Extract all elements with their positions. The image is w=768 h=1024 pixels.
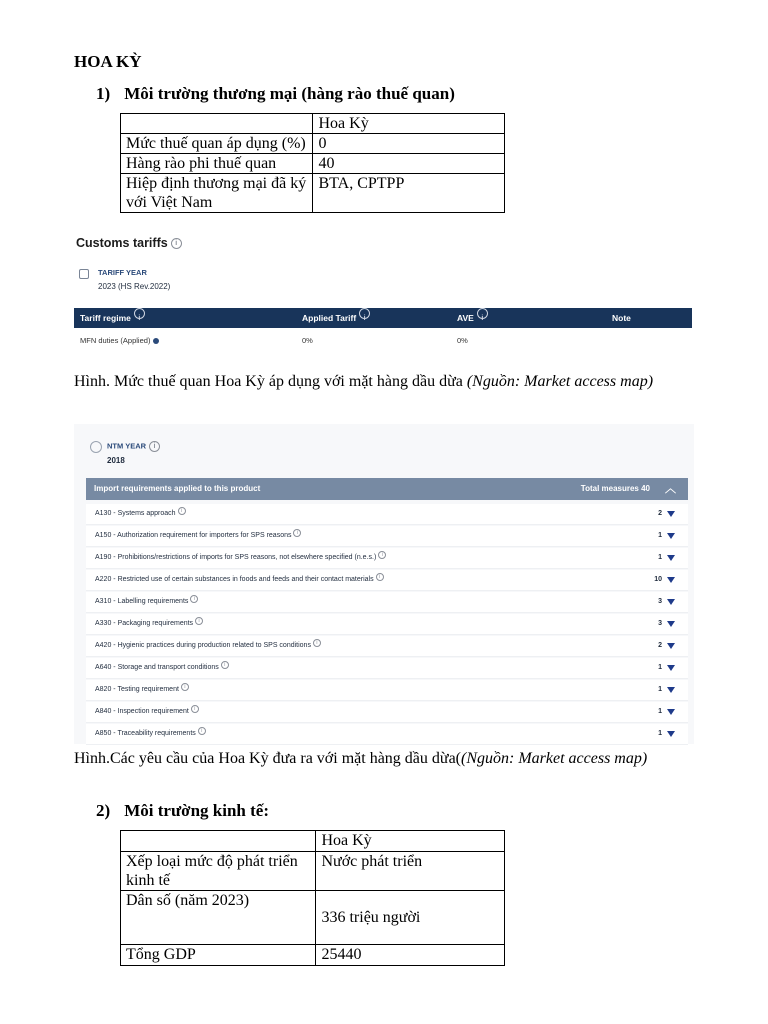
info-icon[interactable]: i	[376, 573, 384, 581]
trade-table-header-cell	[121, 114, 313, 134]
applied-tariff-cell: 0%	[302, 336, 313, 345]
caret-down-icon[interactable]	[667, 511, 675, 517]
table-cell: Mức thuế quan áp dụng (%)	[121, 134, 313, 154]
ave-header: AVE i	[457, 308, 474, 328]
info-icon[interactable]: i	[149, 441, 160, 452]
caret-down-icon[interactable]	[667, 643, 675, 649]
list-item[interactable]: A820 - Testing requirement i 1	[86, 680, 688, 701]
trade-table-wrapper	[120, 113, 505, 231]
table-cell: Tổng GDP	[121, 945, 316, 966]
trade-table-header	[121, 114, 505, 134]
info-icon[interactable]: i	[359, 308, 370, 319]
info-icon[interactable]: i	[293, 529, 301, 537]
list-item[interactable]: A130 - Systems approach i 2	[86, 504, 688, 525]
table-cell: 336 triệu người	[316, 891, 505, 945]
customs-tariffs-label: Customs tariffs	[76, 236, 168, 250]
tariff-year-value: 2023 (HS Rev.2022)	[98, 282, 171, 291]
info-icon[interactable]: i	[171, 238, 182, 249]
economy-table-header-cell: Hoa Kỳ	[316, 831, 505, 852]
info-icon[interactable]: i	[181, 683, 189, 691]
info-icon[interactable]: i	[191, 705, 199, 713]
table-cell: 40	[313, 154, 505, 174]
caption-1-text: Hình. Mức thuế quan Hoa Kỳ áp dụng với mặt hàng dầu dừa	[74, 373, 467, 390]
caret-down-icon[interactable]	[667, 731, 675, 737]
tariff-year-label: TARIFF YEAR	[98, 268, 147, 277]
import-requirements-title: Import requirements applied to this product	[94, 484, 261, 493]
applied-tariff-header: Applied Tariff i	[302, 308, 356, 328]
list-item[interactable]: A330 - Packaging requirements i 3	[86, 614, 688, 635]
section-1-title: Môi trường thương mại (hàng rào thuế quan)	[124, 84, 455, 103]
table-row	[121, 154, 505, 174]
chevron-up-icon[interactable]: ︿	[665, 483, 676, 495]
trade-table	[120, 113, 505, 213]
section-1-heading	[96, 84, 455, 104]
info-icon[interactable]: i	[198, 727, 206, 735]
globe-icon[interactable]	[153, 338, 159, 344]
table-cell: Xếp loại mức độ phát triển kinh tế	[121, 852, 316, 891]
caret-down-icon[interactable]	[667, 599, 675, 605]
caret-down-icon[interactable]	[667, 577, 675, 583]
economy-table-header	[121, 831, 505, 852]
caption-2-source: (Nguồn: Market access map)	[461, 750, 648, 767]
section-1-number: 1)	[96, 84, 111, 103]
caption-2-text: Hình.Các yêu cầu của Hoa Kỳ đưa ra với mặt hàng dầu dừa(	[74, 750, 461, 767]
info-icon[interactable]: i	[190, 595, 198, 603]
figure-caption-1	[74, 371, 694, 392]
economy-table	[120, 830, 505, 966]
table-cell: 25440	[316, 945, 505, 966]
table-row	[121, 174, 505, 213]
list-item[interactable]: A640 - Storage and transport conditions i 1	[86, 658, 688, 679]
table-row	[121, 891, 505, 945]
caret-down-icon[interactable]	[667, 533, 675, 539]
caret-down-icon[interactable]	[667, 709, 675, 715]
info-icon[interactable]: i	[477, 308, 488, 319]
caret-down-icon[interactable]	[667, 555, 675, 561]
section-2-number: 2)	[96, 801, 111, 820]
economy-table-header-cell	[121, 831, 316, 852]
info-icon[interactable]: i	[134, 308, 145, 319]
refresh-icon	[90, 441, 102, 453]
list-item[interactable]: A840 - Inspection requirement i 1	[86, 702, 688, 723]
note-header: Note	[612, 313, 631, 323]
total-measures: Total measures 40	[580, 484, 650, 493]
info-icon[interactable]: i	[195, 617, 203, 625]
list-item[interactable]: A420 - Hygienic practices during production related to SPS conditions i 2	[86, 636, 688, 657]
list-item[interactable]: A310 - Labelling requirements i 3	[86, 592, 688, 613]
tariff-regime-header: Tariff regime i	[80, 308, 131, 328]
calendar-icon	[79, 269, 89, 279]
info-icon[interactable]: i	[313, 639, 321, 647]
table-cell: Nước phát triển	[316, 852, 505, 891]
table-row	[121, 945, 505, 966]
table-row	[121, 134, 505, 154]
ntm-year-value: 2018	[107, 456, 125, 465]
list-item[interactable]: A190 - Prohibitions/restrictions of imports for SPS reasons, not elsewhere specified (n.e.s.) i 1	[86, 548, 688, 569]
tariff-table-header	[74, 308, 692, 328]
table-cell: BTA, CPTPP	[313, 174, 505, 213]
table-cell: Dân số (năm 2023)	[121, 891, 316, 945]
ntm-year-label: NTM YEAR i	[107, 441, 160, 452]
tariff-row	[74, 331, 692, 353]
info-icon[interactable]: i	[221, 661, 229, 669]
table-cell: Hiệp định thương mại đã ký với Việt Nam	[121, 174, 313, 213]
info-icon[interactable]: i	[178, 507, 186, 515]
table-row	[121, 852, 505, 891]
table-cell: Hàng rào phi thuế quan	[121, 154, 313, 174]
section-2-heading	[96, 801, 269, 821]
page-title: HOA KỲ	[74, 52, 142, 71]
caption-1-source: (Nguồn: Market access map)	[466, 373, 654, 390]
caret-down-icon[interactable]	[667, 621, 675, 627]
economy-table-wrapper	[120, 830, 505, 966]
ave-cell: 0%	[457, 336, 468, 345]
trade-table-header-cell: Hoa Kỳ	[313, 114, 505, 134]
list-item[interactable]: A150 - Authorization requirement for importers for SPS reasons i 1	[86, 526, 688, 547]
info-icon[interactable]: i	[378, 551, 386, 559]
table-cell: 0	[313, 134, 505, 154]
tariff-regime-cell: MFN duties (Applied)	[80, 331, 159, 351]
customs-tariffs-title	[76, 236, 182, 250]
import-requirements-header[interactable]	[86, 478, 688, 500]
list-item[interactable]: A220 - Restricted use of certain substances in foods and feeds and their contact materials i 10	[86, 570, 688, 591]
caret-down-icon[interactable]	[667, 687, 675, 693]
caret-down-icon[interactable]	[667, 665, 675, 671]
list-item[interactable]: A850 - Traceability requirements i 1	[86, 724, 688, 745]
figure-caption-2	[74, 748, 694, 769]
section-2-title: Môi trường kinh tế:	[124, 801, 269, 820]
